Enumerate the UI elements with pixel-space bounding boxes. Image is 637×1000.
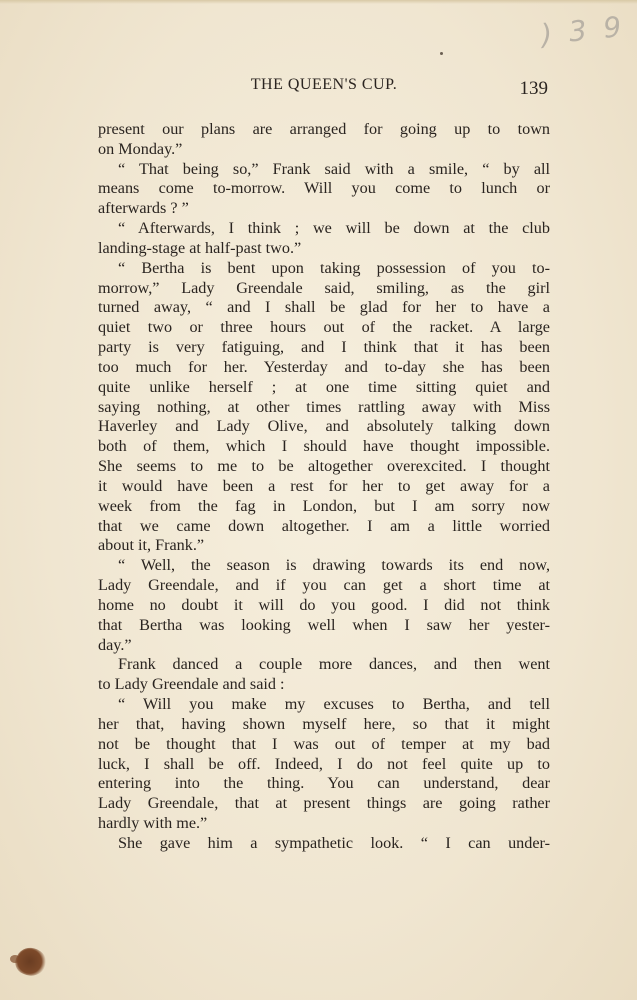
text-line: it would have been a rest for her to get away for a	[98, 476, 550, 495]
text-line: “ Bertha is bent upon taking possession of you to-	[118, 258, 550, 277]
text-line: means come to-morrow. Will you come to lunch or	[98, 179, 550, 198]
text-line: both of them, which I should have thought impossible.	[98, 437, 550, 456]
text-line: present our plans are arranged for going up to town	[98, 120, 550, 138]
page-top-edge	[0, 0, 637, 4]
text-line: to Lady Greendale and said :	[98, 675, 285, 694]
text-line: week from the fag in London, but I am sorry now	[98, 496, 550, 515]
text-line: not be thought that I was out of temper at my bad	[98, 734, 550, 753]
text-line: entering into the thing. You can understand, dear	[98, 774, 550, 793]
text-line: quite unlike herself ; at one time sitting quiet and	[98, 377, 550, 396]
text-line: hardly with me.”	[98, 813, 208, 832]
text-line: “ That being so,” Frank said with a smile, “ by all	[118, 159, 550, 178]
text-line: party is very fatiguing, and I think that it has been	[98, 338, 550, 357]
text-line: afterwards ? ”	[98, 199, 189, 218]
ink-speck	[440, 52, 443, 55]
text-line: saying nothing, at other times rattling away with Miss	[98, 397, 550, 416]
text-line: quiet two or three hours out of the racket. A large	[98, 318, 550, 337]
text-line: She seems to me to be altogether overexcited. I thought	[98, 457, 550, 476]
text-line: on Monday.”	[98, 139, 183, 158]
body-text	[98, 120, 550, 854]
text-line: about it, Frank.”	[98, 536, 205, 555]
running-head: THE QUEEN'S CUP.	[250, 76, 398, 93]
text-line: landing-stage at half-past two.”	[98, 238, 302, 257]
text-line: that Bertha was looking well when I saw her yester-	[98, 615, 550, 634]
page-header	[98, 76, 550, 100]
text-line: morrow,” Lady Greendale said, smiling, as the girl	[98, 278, 550, 297]
page-number: 139	[519, 78, 548, 99]
text-line: “ Will you make my excuses to Bertha, and tell	[118, 695, 550, 714]
text-line: her that, having shown myself here, so that it might	[98, 714, 550, 733]
ink-stain	[10, 955, 20, 963]
text-line: home no doubt it will do you good. I did not think	[98, 595, 550, 614]
text-line: Frank danced a couple more dances, and then went	[118, 655, 550, 674]
text-line: Lady Greendale, that at present things are going rather	[98, 794, 550, 813]
text-line: Lady Greendale, and if you can get a short time at	[98, 576, 550, 595]
text-line: too much for her. Yesterday and to-day she has been	[98, 357, 550, 376]
text-line: day.”	[98, 635, 132, 654]
text-line: “ Well, the season is drawing towards its end now,	[118, 556, 550, 575]
text-line: Haverley and Lady Olive, and absolutely talking down	[98, 417, 550, 436]
text-line: “ Afterwards, I think ; we will be down at the club	[118, 219, 550, 238]
text-line: that we came down altogether. I am a little worried	[98, 516, 550, 535]
text-line: turned away, “ and I shall be glad for her to have a	[98, 298, 550, 317]
pencil-mark: ) 3 9	[539, 9, 627, 52]
text-line: She gave him a sympathetic look. “ I can under-	[118, 833, 550, 852]
text-line: luck, I shall be off. Indeed, I do not feel quite up to	[98, 754, 550, 773]
